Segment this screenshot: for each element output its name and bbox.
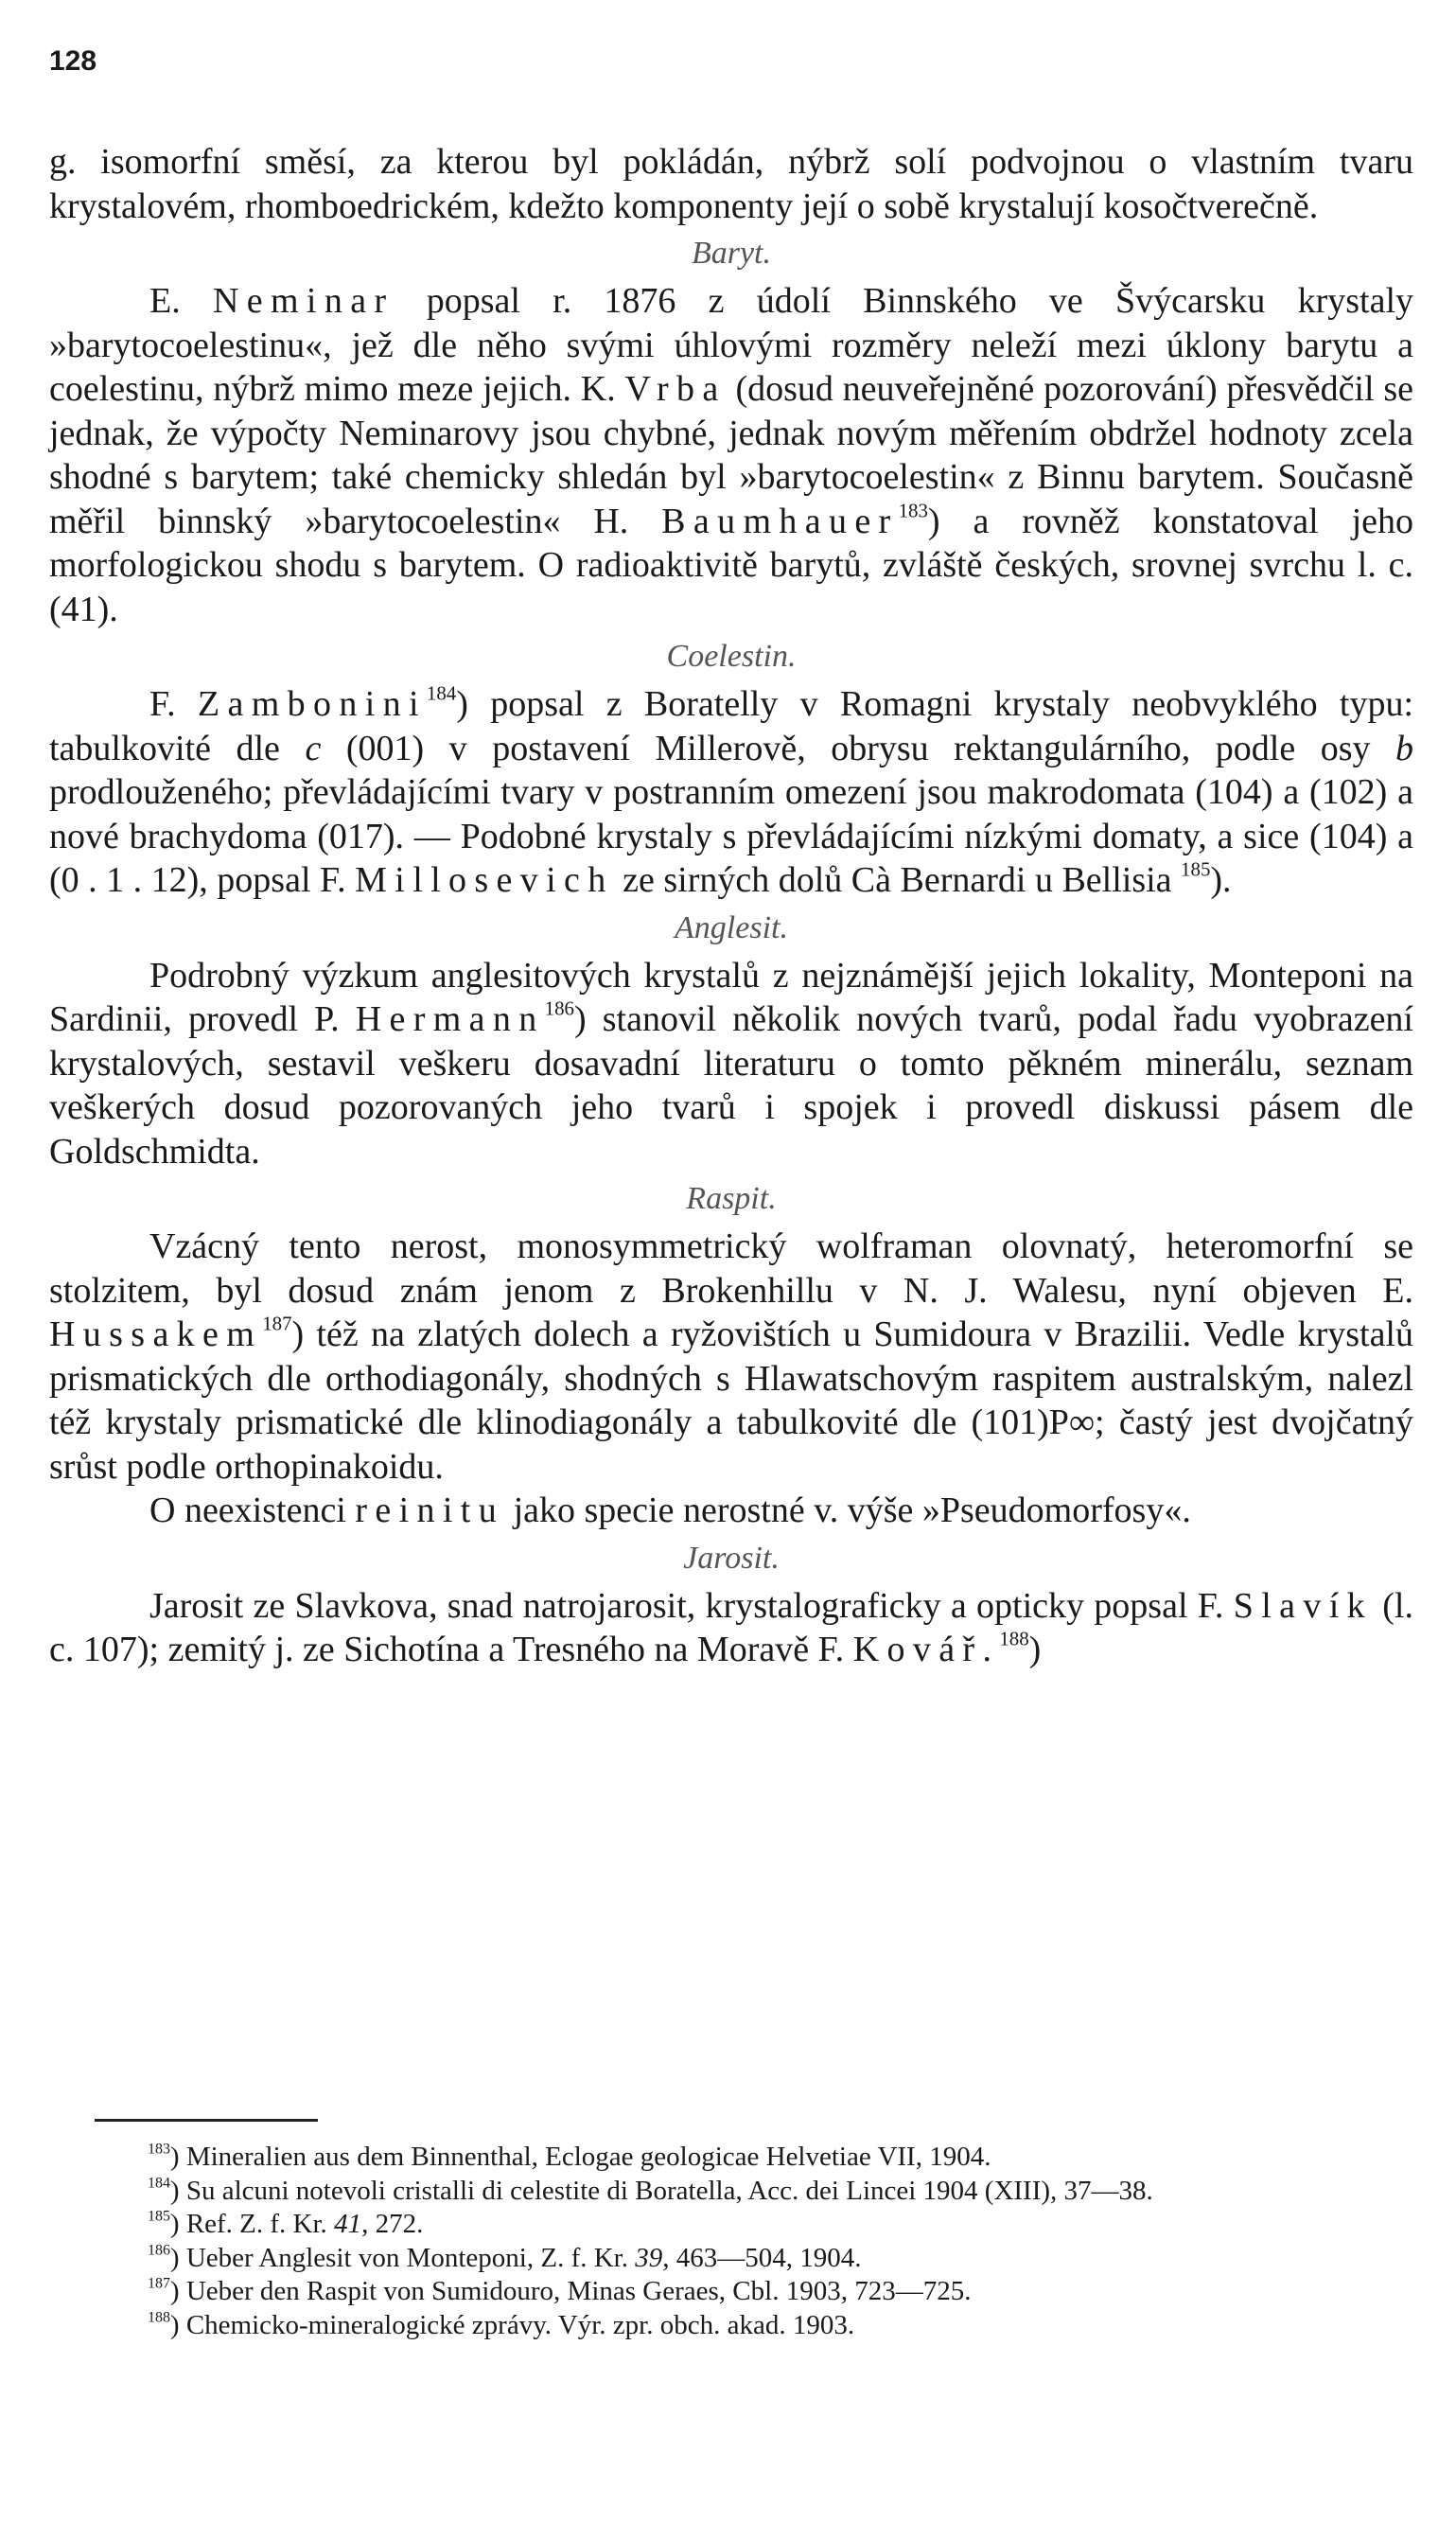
- paragraph-coelestin: [49, 682, 1413, 903]
- axis-letter: b: [1395, 728, 1414, 768]
- author-name: Hermann: [355, 999, 545, 1039]
- text: Podrobný výzkum anglesitových krystalů z nejznámější jejich lokality, Monteponi na Sardinii, provedl P.: [49, 955, 1413, 1039]
- footnote-number: 183: [148, 2141, 170, 2158]
- footnote-text: ) Su alcuni notevoli cristalli di celestite di Boratella, Acc. dei Lincei 1904 (XIII), 37—38.: [169, 2175, 1153, 2206]
- text: Jarosit ze Slavkova, snad natrojarosit, krystalograficky a opticky popsal F.: [149, 1585, 1224, 1626]
- paragraph-baryt: [49, 279, 1413, 631]
- text: ): [1028, 1630, 1042, 1669]
- paragraph-jarosit: [49, 1584, 1413, 1672]
- volume-number: 41: [334, 2209, 362, 2239]
- text: jako specie nerostné v. výše »Pseudomorfosy«.: [513, 1490, 1191, 1530]
- footnote-ref: 187: [262, 1312, 292, 1335]
- text: ) popsal z Boratelly v Romagni krystaly neobvyklého typu: tabulkovité dle: [49, 684, 1414, 768]
- text: ).: [1210, 860, 1232, 900]
- footnote: [49, 2141, 1413, 2175]
- text: (l. c. 107); zemitý j. ze Sichotína a Tresného na Moravě F.: [49, 1585, 1413, 1669]
- footnote-ref: 186: [544, 996, 574, 1020]
- author-name: Hussakem: [49, 1314, 263, 1354]
- author-name: Slavík: [1233, 1585, 1373, 1626]
- text: ze sirných dolů Cà Bernardi u Bellisia: [623, 860, 1172, 900]
- text: prodlouženého; převládajícími tvary v postranním omezení jsou makrodomata (104) a (102) a nové brachydoma (017). — Podobné krystaly s převládajícími nízkými domaty, a sice (104) a (0 . 1 . 12), popsal F.: [49, 772, 1413, 900]
- heading-anglesit: Anglesit.: [675, 909, 788, 945]
- intro-paragraph: g. isomorfní směsí, za kterou byl pokládán, nýbrž solí podvojnou o vlastním tvaru krystalovém, rhomboedrickém, kdežto komponenty její o sobě krystalují kosočtverečně.: [49, 142, 1413, 226]
- paragraph-reinit: [49, 1489, 1413, 1533]
- author-name: Kovář.: [852, 1630, 1000, 1669]
- footnote-text: , 272.: [361, 2209, 424, 2239]
- footnote-text: ) Chemicko-mineralogické zprávy. Výr. zpr. obch. akad. 1903.: [169, 2309, 855, 2340]
- text: ) též na zlatých dolech a ryžovištích u Sumidoura v Brazilii. Vedle krystalů prismatických dle orthodiagonály, shodných s Hlawatschovým raspitem australským, nalezl též krystaly prismatické dle klinodiagonály a tabulkovité dle (101)P∞; častý jest dvojčatný srůst podle orthopinakoidu.: [49, 1314, 1413, 1487]
- footnotes: [49, 2141, 1413, 2342]
- footnote: [49, 2208, 1413, 2242]
- axis-letter: c: [305, 728, 322, 768]
- footnote-ref: 184: [426, 681, 457, 705]
- author-name: Baumhauer: [661, 501, 899, 541]
- heading-raspit: Raspit.: [686, 1181, 777, 1216]
- paragraph-anglesit: [49, 954, 1413, 1174]
- author-name: Vrba: [624, 369, 727, 409]
- text: F.: [149, 684, 176, 724]
- page-number: 128: [49, 45, 97, 77]
- text: ) a rovněž konstatoval jeho morfologickou shodu s barytem. O radioaktivitě barytů, zvláště českých, srovnej svrchu l. c. (41).: [49, 501, 1413, 629]
- footnote-number: 187: [148, 2275, 170, 2292]
- footnote-text: , 463—504, 1904.: [662, 2242, 862, 2273]
- footnote-number: 184: [148, 2174, 170, 2191]
- footnote: [49, 2242, 1413, 2276]
- footnote-text: ) Ueber Anglesit von Monteponi, Z. f. Kr.: [169, 2242, 628, 2273]
- main-text: [49, 140, 1413, 1672]
- footnote-ref: 188: [999, 1627, 1029, 1650]
- text: popsal r. 1876 z údolí Binnského ve Švýcarsku krystaly »barytocoelestinu«, jež dle něho svými úhlovými rozměry neleží mezi úklony barytu a coelestinu, nýbrž mimo meze jejich. K.: [49, 281, 1414, 409]
- author-name: Zambonini: [197, 684, 427, 724]
- footnote-ref: 183: [898, 498, 928, 521]
- footnote-number: 186: [148, 2241, 170, 2258]
- author-name: Millosevich: [355, 860, 614, 900]
- footnote: [49, 2175, 1413, 2209]
- mineral-name: reinitu: [355, 1490, 505, 1530]
- footnote-number: 188: [148, 2308, 170, 2325]
- text: (dosud neuveřejněné pozorování) přesvědčil se jednak, že výpočty Neminarovy jsou chybné, jednak novým měřením obdržel hodnoty zcela shodné s barytem; také chemicky shledán byl »barytocoelestin« z Binnu barytem. Současně měřil binnský »barytocoelestin« H.: [49, 369, 1413, 541]
- text: ) stanovil několik nových tvarů, podal řadu vyobrazení krystalových, sestavil veškeru dosavadní literaturu o tomto pěkném minerálu, seznam veškerých dosud pozorovaných jeho tvarů i spojek i provedl diskussi pásem dle Goldschmidta.: [49, 999, 1413, 1172]
- footnote-ref: 185: [1181, 857, 1211, 881]
- text: O neexistenci: [149, 1490, 346, 1530]
- heading-baryt: Baryt.: [691, 236, 772, 271]
- footnote: [49, 2309, 1413, 2343]
- text: (001) v postavení Millerově, obrysu rektangulárního, podle osy: [345, 728, 1371, 768]
- footnote: [49, 2275, 1413, 2309]
- footnote-number: 185: [148, 2208, 170, 2225]
- author-name: Neminar: [212, 281, 395, 321]
- footnote-text: ) Ref. Z. f. Kr.: [169, 2209, 327, 2239]
- footnote-text: ) Ueber den Raspit von Sumidouro, Minas Geraes, Cbl. 1903, 723—725.: [169, 2276, 972, 2306]
- footnote-text: ) Mineralien aus dem Binnenthal, Eclogae geologicae Helvetiae VII, 1904.: [169, 2142, 991, 2172]
- text: E.: [149, 281, 181, 321]
- heading-coelestin: Coelestin.: [666, 639, 797, 674]
- volume-number: 39: [635, 2242, 663, 2273]
- text: Vzácný tento nerost, monosymmetrický wolframan olovnatý, heteromorfní se stolzitem, byl dosud znám jenom z Brokenhillu v N. J. Walesu, nyní objeven E.: [49, 1226, 1413, 1311]
- paragraph-raspit: [49, 1225, 1413, 1489]
- heading-jarosit: Jarosit.: [683, 1540, 780, 1576]
- footnote-divider: [95, 2119, 318, 2122]
